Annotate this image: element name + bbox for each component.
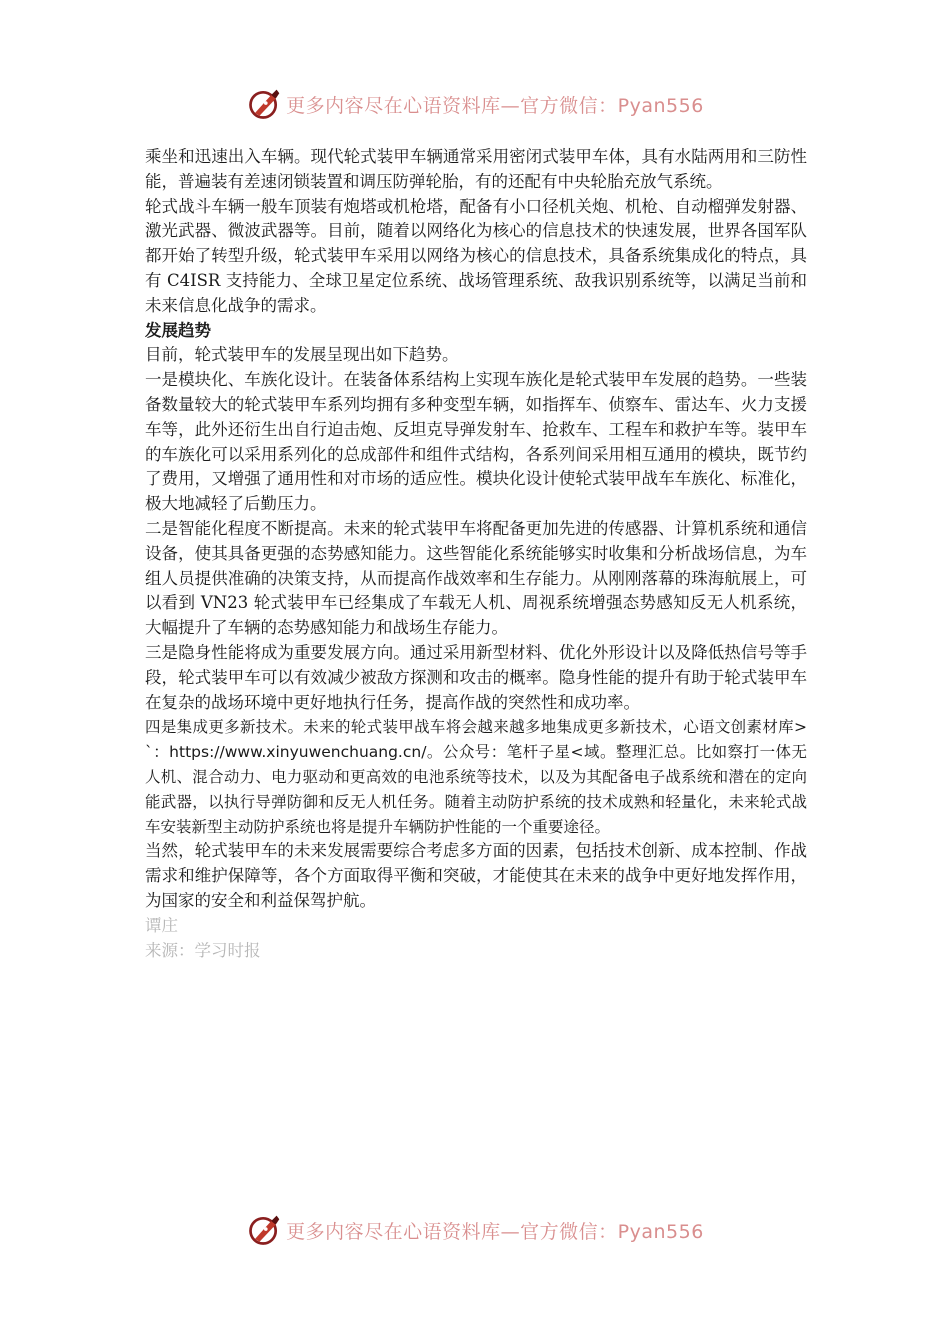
paragraph: 一是模块化、车族化设计。在装备体系结构上实现车族化是轮式装甲车发展的趋势。一些装备数量较大的轮式装甲车系列均拥有多种变型车辆，如指挥车、侦察车、雷达车、火力支援车等，此外还衍生出自行迫击炮、反坦克导弹发射车、抢救车、工程车和救护车等。装甲车的车族化可以采用系列化的总成部件和组件式结构，各系列间采用相互通用的模块，既节约了费用，又增强了通用性和对市场的适应性。模块化设计使轮式装甲战车车族化、标准化，极大地减轻了后勤压力。 bbox=[145, 370, 807, 514]
pen-nib-logo-icon bbox=[246, 1212, 282, 1248]
banner-text: 更多内容尽在心语资料库—官方微信：Pyan556 bbox=[286, 1220, 704, 1243]
banner-text: 更多内容尽在心语资料库—官方微信：Pyan556 bbox=[286, 94, 704, 117]
paragraph: 轮式战斗车辆一般车顶装有炮塔或机枪塔，配备有小口径机关炮、机枪、自动榴弹发射器、激光武器、微波武器等。目前，随着以网络化为核心的信息技术的快速发展，世界各国军队都开始了转型升级，轮式装甲车采用以网络为核心的信息技术，具备系统集成化的特点，具有 C4ISR 支持能力、全球卫星定位系统、战场管理系统、敌我识别系统等，以满足当前和未来信息化战争的需求。 bbox=[145, 196, 807, 315]
paragraph: 二是智能化程度不断提高。未来的轮式装甲车将配备更加先进的传感器、计算机系统和通信设备，使其具备更强的态势感知能力。这些智能化系统能够实时收集和分析战场信息，为车组人员提供准确的决策支持，从而提高作战效率和生存能力。从刚刚落幕的珠海航展上，可以看到 VN23 轮式装甲车已经集成了车载无人机、周视系统增强态势感知反无人机系统，大幅提升了车辆的态势感知能力和战场生存能力。 bbox=[145, 518, 807, 638]
source-line: 来源：学习时报 bbox=[145, 940, 261, 960]
paragraph: 目前，轮式装甲车的发展呈现出如下趋势。 bbox=[145, 345, 459, 365]
wechat-id: Pyan556 bbox=[617, 94, 704, 117]
author-line: 谭庄 bbox=[145, 915, 178, 935]
article-body bbox=[145, 145, 807, 963]
paragraph: 当然，轮式装甲车的未来发展需要综合考虑多方面的因素，包括技术创新、成本控制、作战需求和维护保障等，各个方面取得平衡和突破，才能使其在未来的战争中更好地发挥作用，为国家的安全和利益保驾护航。 bbox=[145, 841, 807, 910]
paragraph: 三是隐身性能将成为重要发展方向。通过采用新型材料、优化外形设计以及降低热信号等手段，轮式装甲车可以有效减少被敌方探测和攻击的概率。隐身性能的提升有助于轮式装甲车在复杂的战场环境中更好地执行任务，提高作战的突然性和成功率。 bbox=[145, 642, 807, 712]
section-heading: 发展趋势 bbox=[145, 320, 211, 340]
wechat-id: Pyan556 bbox=[617, 1220, 704, 1243]
header-banner bbox=[0, 84, 950, 124]
paragraph: 四是集成更多新技术。未来的轮式装甲战车将会越来越多地集成更多新技术，心语文创素材库>`：https://www.xinyuwenchuang.cn/。公众号：笔杆子星<域。整理汇总。比如察打一体无人机、混合动力、电力驱动和更高效的电池系统等技术，以及为其配备电子战系统和潜在的定向能武器，以执行导弹防御和反无人机任务。随着主动防护系统的技术成熟和轻量化，未来轮式战车安装新型主动防护系统也将是提升车辆防护性能的一个重要途径。 bbox=[145, 718, 807, 836]
pen-nib-logo-icon bbox=[246, 86, 282, 122]
footer-banner bbox=[0, 1210, 950, 1250]
paragraph: 乘坐和迅速出入车辆。现代轮式装甲车辆通常采用密闭式装甲车体，具有水陆两用和三防性能，普遍装有差速闭锁装置和调压防弹轮胎，有的还配有中央轮胎充放气系统。 bbox=[145, 147, 807, 191]
